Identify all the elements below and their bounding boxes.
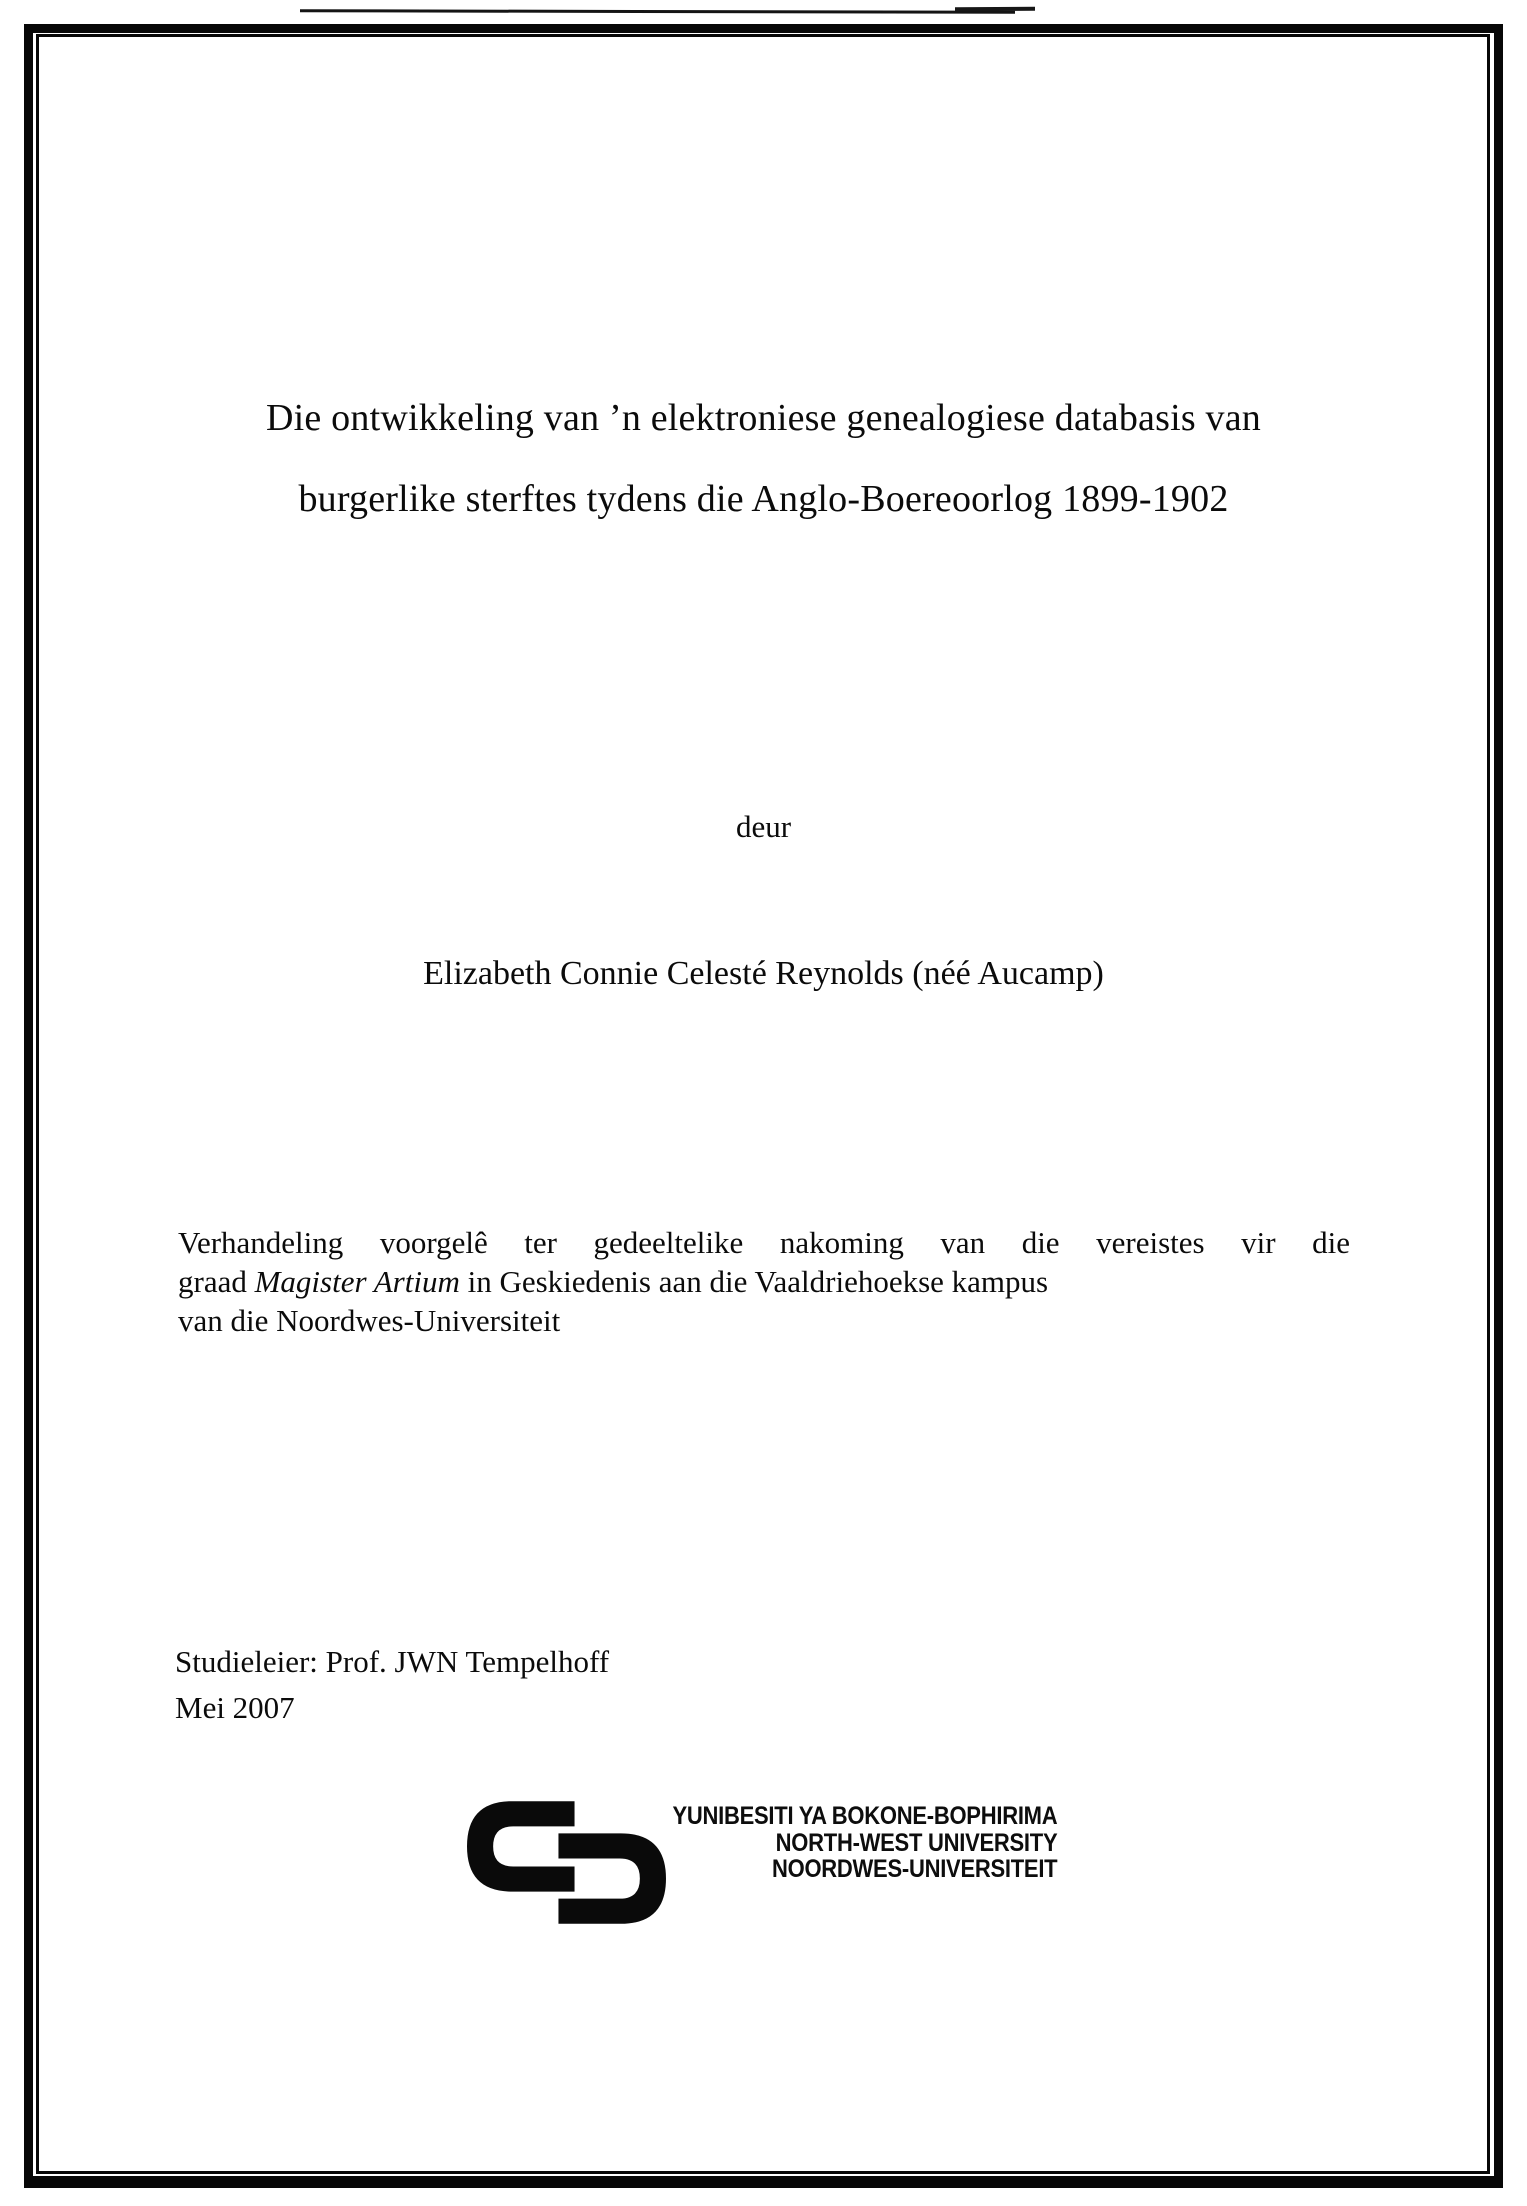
university-name-english: NORTH-WEST UNIVERSITY <box>775 1828 1057 1857</box>
scan-artifact <box>300 9 1015 13</box>
degree-statement-line2 <box>178 1262 1350 1301</box>
author-name: Elizabeth Connie Celesté Reynolds (néé Aucamp) <box>423 955 1104 992</box>
scan-artifact <box>955 7 1035 12</box>
degree-statement-line2-prefix: graad <box>178 1264 255 1299</box>
byline-preposition: deur <box>735 809 792 844</box>
supervisor-line: Studieleier: Prof. JWN Tempelhoff <box>175 1644 610 1679</box>
thesis-title <box>100 378 1427 540</box>
degree-statement <box>178 1223 1350 1340</box>
university-name-afrikaans: NOORDWES-UNIVERSITEIT <box>771 1855 1057 1883</box>
thesis-title-line1: Die ontwikkeling van ’n elektroniese genealogiese databasis van <box>266 397 1261 439</box>
university-name-block <box>672 1803 1057 1883</box>
thesis-title-line2: burgerlike sterftes tydens die Anglo-Boereoorlog 1899-1902 <box>298 478 1229 520</box>
degree-statement-line2-suffix: in Geskiedenis aan die Vaaldriehoekse kampus <box>459 1264 1049 1299</box>
degree-name: Magister Artium <box>254 1264 460 1299</box>
degree-statement-line3: van die Noordwes-Universiteit <box>178 1303 561 1338</box>
degree-statement-line1: Verhandeling voorgelê ter gedeeltelike nakoming van die vereistes vir die <box>178 1225 1350 1260</box>
university-name-setswana: YUNIBESITI YA BOKONE-BOPHIRIMA <box>672 1802 1057 1830</box>
nwu-interlocking-links-icon <box>466 1798 668 1925</box>
supervisor-block <box>175 1639 609 1731</box>
date-line: Mei 2007 <box>175 1690 295 1725</box>
